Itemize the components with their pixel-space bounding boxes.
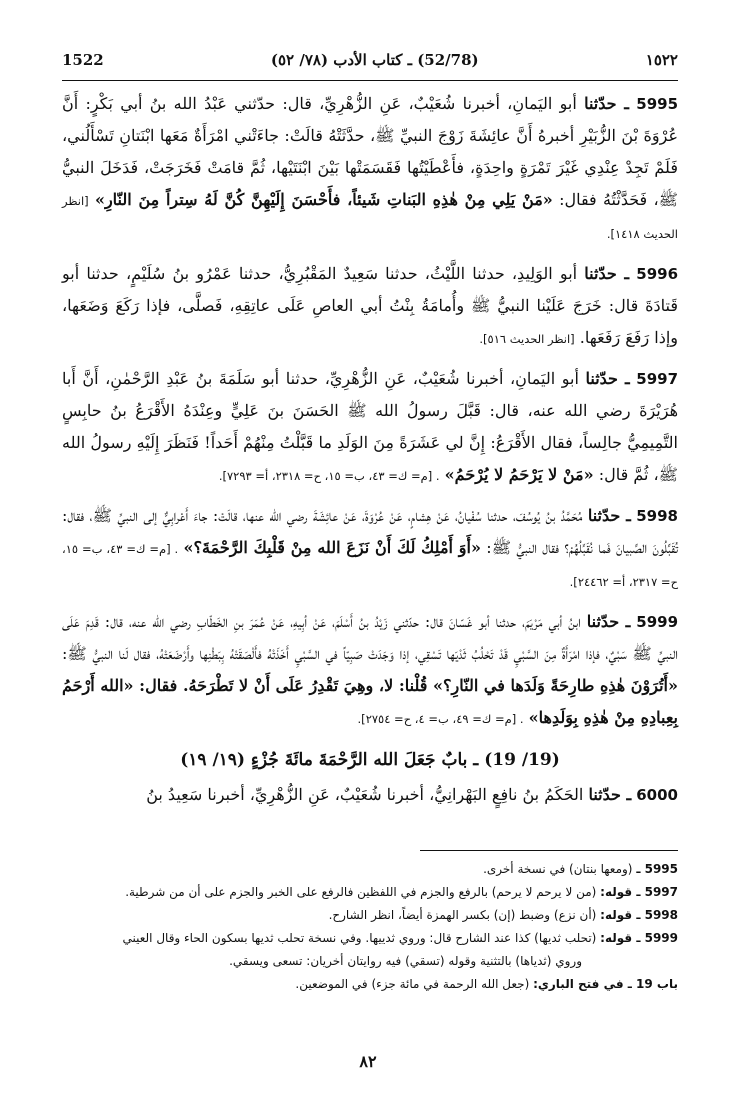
- hadith-text: أبو اليَمانِ، أخبرنا شُعَيْبٌ، عَنِ الزُّهْرِيِّ، قال: حدّثني عَبْدُ الله بنُ أبي بَكْرٍ: أَنَّ عُرْوَةَ بْنَ الزُّبَيْرِ أخبرهُ أَنَّ عائِشَةَ زَوْجَ النبيِّ ﷺ، حدَّثَتْهُ قالَتْ: جاءَتْني امْرَأَةٌ مَعَها ابْنَتانِ تَسْأَلُني، فَلَمْ تَجِدْ عِنْدِي غَيْرَ تَمْرَةٍ واحِدَةٍ، فأَعْطَيْتُها فَقَسَمَتْها بَيْنَ ابْنَتَيْها، ثُمَّ قامَتْ فَخَرَجَتْ، فَدَخَلَ النبيُّ ﷺ، فَحَدَّثْتُهُ فقال:: [62, 94, 678, 209]
- footnote-label: 5998 ـ قوله:: [600, 908, 678, 922]
- hadith-6000: [62, 779, 678, 811]
- hadith-reference: [انظر الحديث ١٤١٨].: [62, 194, 678, 241]
- hadith-quote: «أَتُرَوْنَ هٰذِهِ طارِحَةً وَلَدَها في النّارِ؟» قُلْنا: لا، وهِيَ تَقْدِرُ عَلَى أَنْ لا تَطْرَحَهُ. فقال: «الله أَرْحَمُ بِعِبادِهِ مِنْ هٰذِهِ بِوَلَدِها»: [62, 676, 678, 727]
- footnote-text: (تحلب ثديها) كذا عند الشارح قال: وروي ثدييها. وفي نسخة تحلب ثديها بسكون الحاء وقال العيني: [122, 931, 597, 945]
- hadith-number: 5997: [636, 370, 679, 388]
- footnote-5998: [62, 904, 678, 927]
- hadith-quote: «أَوَ أَمْلِكُ لَكَ أَنْ نَزَعَ الله مِنْ قَلْبِكَ الرَّحْمَةَ؟»: [183, 538, 481, 557]
- footnote-5995: [62, 858, 678, 881]
- hadith-lead: ـ حدّثنا: [588, 785, 632, 804]
- hadith-reference: [انظر الحديث ٥١٦].: [479, 332, 575, 346]
- hadith-lead: ـ حدّثنا: [584, 264, 630, 283]
- footnote-5999-continued: [62, 950, 678, 973]
- hadith-5997: [62, 363, 678, 492]
- footnote-label: 5997 ـ قوله:: [600, 885, 678, 899]
- footnote-chapter-19: [62, 973, 678, 996]
- hadith-5998: [62, 500, 678, 598]
- hadith-number: 5995: [636, 95, 679, 113]
- footnote-text: (جعل الله الرحمة في مائة جزء) في الموضعين.: [295, 977, 530, 991]
- page-header: [62, 40, 678, 81]
- page-number-latin: 1522: [62, 51, 104, 69]
- hadith-reference: . [م= ك= ٤٣، ب= ١٥، ح= ٢٣١٧، أ= ٢٤٤٦٢].: [62, 542, 678, 589]
- main-text: [62, 88, 678, 819]
- hadith-number: 5998: [636, 507, 678, 525]
- hadith-reference: . [م= ك= ٤٩، ب= ٤، ح= ٢٧٥٤].: [357, 712, 524, 726]
- footnote-5999: [62, 927, 678, 950]
- hadith-quote: «مَنْ لا يَرْحَمُ لا يُرْحَمُ»: [444, 465, 594, 484]
- footnote-text: (ومعها بنتان) في نسخة أخرى.: [483, 862, 633, 876]
- footnote-label: 5995 ـ: [636, 862, 678, 876]
- hadith-text: الحَكَمُ بنُ نافِعٍ البَهْرانِيُّ، أخبرنا شُعَيْبٌ، عَنِ الزُّهْرِيِّ، أخبرنا سَعِيدُ بنُ: [146, 785, 584, 804]
- page-footer-number: ٨٢: [359, 1052, 377, 1071]
- footnotes: [62, 858, 678, 996]
- hadith-text: مُحَمَّدُ بنُ يُوسُفَ، حدثنا سُفْيانُ، عَنْ هِشامٍ، عَنْ عُرْوَةَ، عَنْ عائِشَةَ رضي الله عنها، قالَتْ: جاءَ أَعْرابِيٌّ إلى النبيِّ ﷺ، فقال: تُقَبِّلُونَ الصِّبيانَ فَما نُقَبِّلُهُمْ؟ فقال النبيُّ ﷺ:: [62, 506, 678, 557]
- footnote-5997: [62, 881, 678, 904]
- footnote-text: وروي (ثدياها) بالتثنية وقوله (تسقي) فيه روايتان أخريان: تسعى ويسقي.: [229, 954, 582, 968]
- running-title: (52/78) ـ كتاب الأدب (٧٨/ ٥٢): [270, 51, 479, 69]
- page-number-arabic: ١٥٢٢: [645, 51, 678, 69]
- hadith-lead: ـ حدّثنا: [587, 506, 631, 525]
- hadith-reference: . [م= ك= ٤٣، ب= ١٥، ح= ٢٣١٨، أ= ٧٢٩٣].: [218, 469, 440, 483]
- hadith-number: 5999: [636, 613, 679, 631]
- footnote-label: باب 19 ـ في فتح الباري:: [533, 977, 678, 991]
- footnote-divider: [420, 850, 678, 851]
- hadith-lead: ـ حدّثنا: [584, 94, 629, 113]
- footnote-text: (من لا يرحم لا يرحم) بالرفع والجزم في اللفظين فالرفع على الخبر والجزم على أن من شرطية.: [125, 885, 597, 899]
- hadith-5995: [62, 88, 678, 250]
- footnote-label: 5999 ـ قوله:: [600, 931, 678, 945]
- chapter-heading: (19/ 19) ـ بابٌ جَعَلَ الله الرَّحْمَةَ مائَةَ جُزْءٍ (١٩/ ١٩): [180, 750, 560, 770]
- hadith-lead: ـ حدّثنا: [585, 369, 630, 388]
- hadith-text: أبو اليَمانِ، أخبرنا شُعَيْبٌ، عَنِ الزُّهْرِيِّ، حدثنا أبو سَلَمَةَ بنُ عَبْدِ الرَّحْمٰنِ، أَنَّ أَبا هُرَيْرَةَ رضي الله عنه، قال: قَبَّلَ رسولُ الله ﷺ الحَسَنَ بنَ عَلِيٍّ وعِنْدَهُ الأَقْرَعُ بنُ حابِسٍ التَّمِيمِيُّ جالِساً، فقال الأَقْرَعُ: إِنَّ لي عَشَرَةً مِنَ الوَلَدِ ما قَبَّلْتُ مِنْهُمْ أَحَداً! فَنَظَرَ إِلَيْهِ رسولُ الله ﷺ، ثُمَّ قال:: [62, 369, 679, 484]
- footnote-text: (أن نزع) وضبط (إن) بكسر الهمزة أيضاً، انظر الشارح.: [328, 908, 597, 922]
- hadith-5999: [62, 606, 678, 735]
- hadith-5996: [62, 258, 678, 355]
- hadith-number: 5996: [636, 265, 679, 283]
- hadith-number: 6000: [636, 786, 678, 804]
- hadith-lead: ـ حدّثنا: [586, 612, 631, 631]
- hadith-text: ابنُ أبي مَرْيَمَ، حدثنا أبو غَسّانَ قال: حدّثني زَيْدُ بنُ أَسْلَمَ، عَنْ أبِيهِ، عَنْ عُمَرَ بنِ الخَطّابِ رضي الله عنه، قال: قَدِمَ عَلَى النبيِّ ﷺ سَبْيٌ، فإذا امْرَأَةٌ مِنَ السَّبْيِ قَدْ تَحْلُبُ ثَدْيَها تَسْقِي، إذا وَجَدَتْ صَبِيّاً في السَّبْيِ أَخَذَتْهُ فأَلْصَقَتْهُ بِبَطْنِها وأَرْضَعَتْهُ، فقال لَنا النبيُّ ﷺ:: [62, 612, 679, 663]
- hadith-text: أبو الوَلِيدِ، حدثنا اللَّيْثُ، حدثنا سَعِيدٌ المَقْبُرِيُّ، حدثنا عَمْرُو بنُ سُلَيْمٍ، حدثنا أبو قَتادَةَ قال: خَرَجَ عَلَيْنا النبيُّ ﷺ وأُمامَةُ بِنْتُ أبي العاصِ عَلَى عاتِقِهِ، فَصلَّى، فإذا رَكَعَ وَضَعَها، وإذا رَفَعَ رَفَعَها.: [62, 264, 679, 347]
- hadith-quote: «مَنْ يَلِي مِنْ هٰذِهِ البَناتِ شَيئاً، فأَحْسَنَ إِلَيْهِنَّ كُنَّ لَهُ سِتراً مِنَ النّارِ»: [94, 190, 553, 209]
